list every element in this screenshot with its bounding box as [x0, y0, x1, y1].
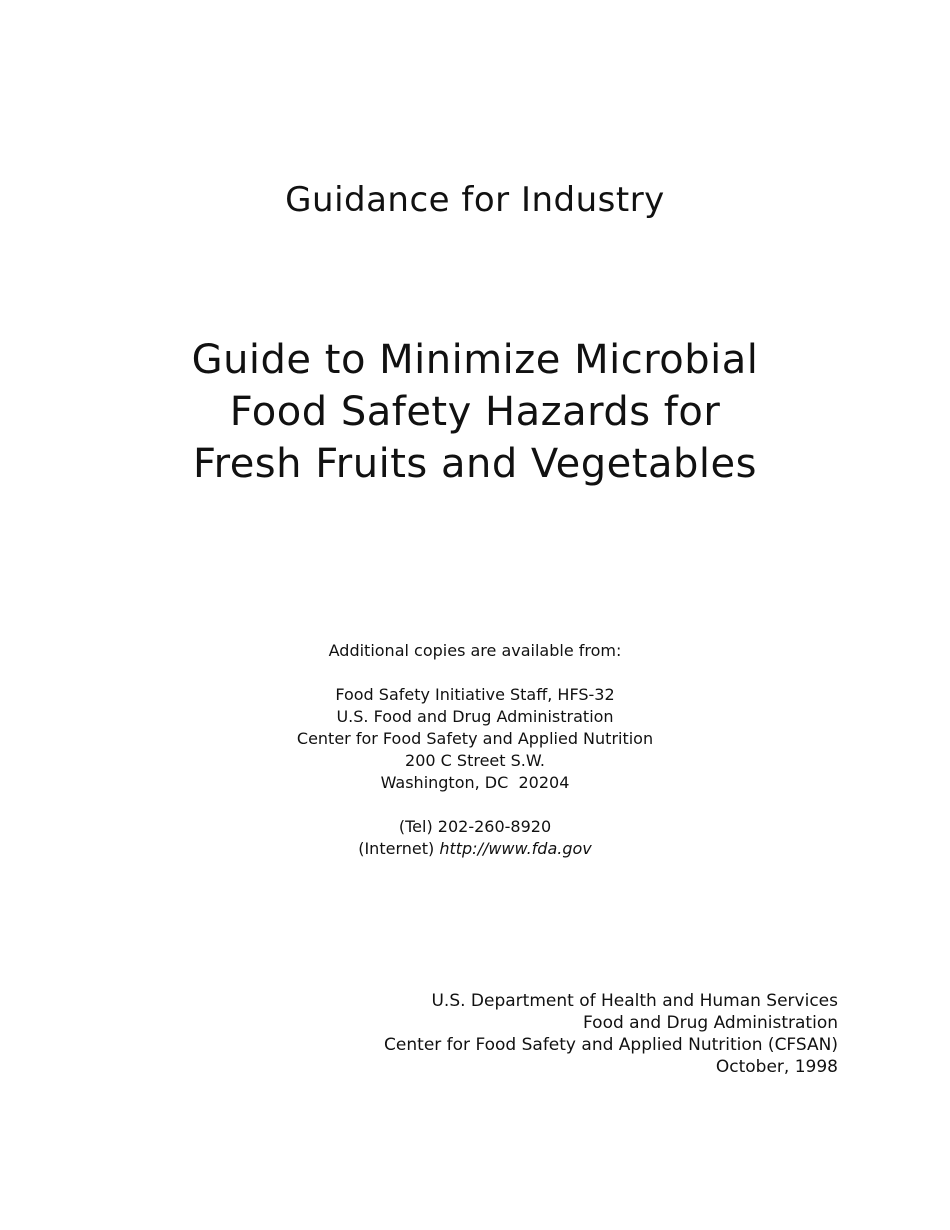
publication-date: October, 1998	[715, 1057, 838, 1077]
address-line: Washington, DC 20204	[380, 773, 570, 792]
title-line: Fresh Fruits and Vegetables	[193, 441, 757, 487]
publisher-block	[384, 990, 838, 1078]
copies-info	[0, 640, 950, 860]
publisher-line: Center for Food Safety and Applied Nutrition (CFSAN)	[384, 1035, 838, 1055]
address-line: Center for Food Safety and Applied Nutrition	[296, 729, 654, 748]
title-line: Food Safety Hazards for	[229, 389, 721, 435]
website-link[interactable]: http://www.fda.gov	[439, 839, 592, 858]
header-text: Guidance for Industry	[285, 180, 665, 220]
internet-line	[0, 838, 950, 860]
address-line: Food Safety Initiative Staff, HFS-32	[335, 685, 615, 704]
address-line: U.S. Food and Drug Administration	[336, 707, 614, 726]
title-line: Guide to Minimize Microbial	[191, 337, 759, 383]
spacer	[0, 662, 950, 684]
telephone: (Tel) 202-260-8920	[398, 817, 552, 836]
document-header	[0, 178, 950, 222]
publisher-line: Food and Drug Administration	[583, 1013, 838, 1033]
document-title	[0, 334, 950, 490]
spacer	[0, 794, 950, 816]
copies-intro: Additional copies are available from:	[328, 641, 622, 660]
publisher-line: U.S. Department of Health and Human Services	[431, 991, 838, 1011]
internet-label: (Internet)	[358, 839, 440, 858]
address-line: 200 C Street S.W.	[405, 751, 545, 770]
